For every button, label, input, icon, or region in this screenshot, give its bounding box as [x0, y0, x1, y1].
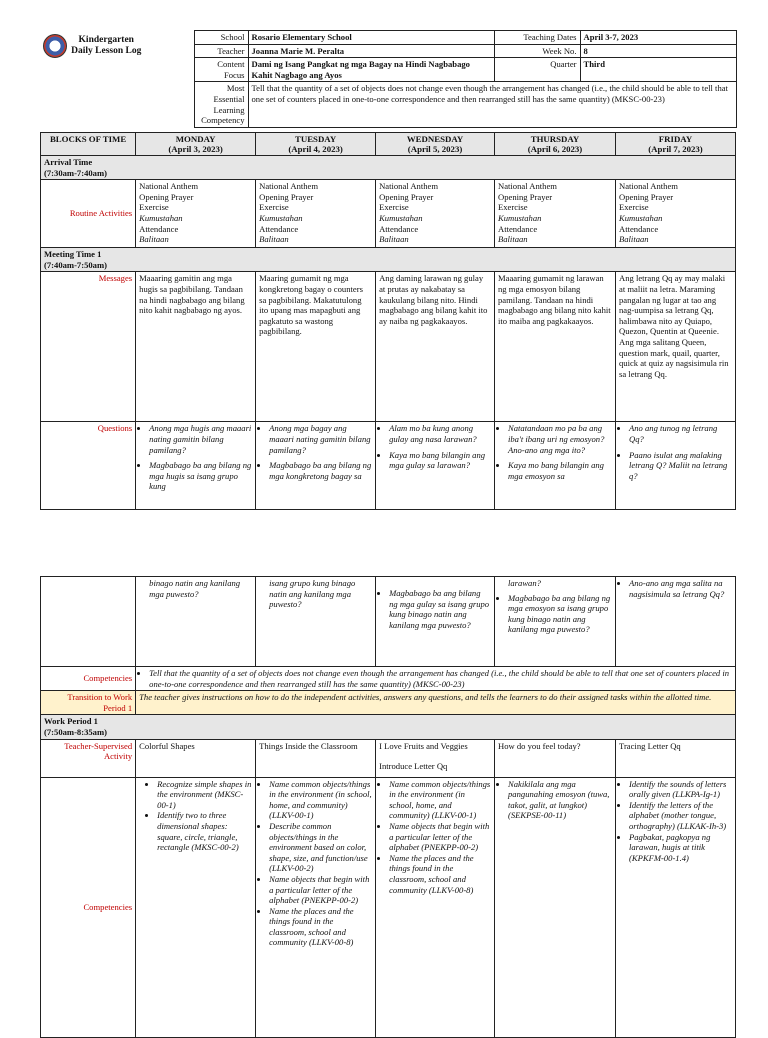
competencies-thu: • Nakikilala ang mga pangunahing emosyon (tuwa, takot, galit, at lungkot) (SEKPSE-00-11)	[495, 777, 616, 1037]
competencies-fri: • Identify the sounds of letters orally given (LLKPA-Ig-1) • Identify the letters of the alphabet (mother tongue, orthography) (LLKAK-Ih-3) • Pagbakat, pagkopya ng larawan, hugis at titik (KPKFM-00-1.4)	[616, 777, 736, 1037]
header-line1: Kindergarten	[78, 34, 134, 45]
routine-thu: National Anthem Opening Prayer Exercise Kumustahan Attendance Balitaan	[495, 180, 616, 248]
competencies-label-1: Competencies	[41, 667, 136, 691]
teacher-label: Teacher	[194, 44, 248, 58]
thursday-header: THURSDAY (April 6, 2023)	[495, 133, 616, 156]
messages-tue: Maaring gumamit ng mga kongkretong bagay o counters sa pagbibilang. Makatutulong ito upang mas mapagbuti ang pagkatuto sa wastong pagbibilang.	[256, 272, 376, 422]
messages-wed: Ang daming larawan ng gulay at prutas ay nakabatay sa kaukulang bilang nito. Hindi magbabago ang bilang kahit ito ay naiba ng pagkakaayos.	[376, 272, 495, 422]
tsa-mon: Colorful Shapes	[136, 739, 256, 777]
arrival-time-row: Arrival Time (7:30am-7:40am)	[41, 156, 736, 180]
header-line2: Daily Lesson Log	[71, 45, 142, 56]
content-label: Content Focus	[194, 58, 248, 82]
questions-fri: • Ano ang tunog ng letrang Qq? • Paano isulat ang malaking letrang Q? Maliit na letrang q?	[616, 422, 736, 510]
schedule-table-page2	[40, 576, 736, 1038]
quarter-value: Third	[580, 58, 736, 82]
competencies-wed: • Name common objects/things in the environment (in school, home, and community) (LLKV-00-1) • Name objects that begin with a particular letter of the alphabet (PNEKPP-00-2) • Name the places and the things found in the classroom, school and community (LLKV-00-8)	[376, 777, 495, 1037]
messages-fri: Ang letrang Qq ay may malaki at maliit na letra. Maraming pangalan ng lugar at tao ang nag-uumpisa sa letrang Qq, halimbawa nito ay Quiapo, Quezon, Quentin at Queenie. Ang mga salitang Queen, question mark, quail, quarter, quick at quiz ay nagsisimula rin sa letrang Qq.	[616, 272, 736, 422]
work-period-row: Work Period 1 (7:50am-8:35am)	[41, 715, 736, 739]
questions-thu: • Natatandaan mo pa ba ang iba't ibang uri ng emosyon? Ano-ano ang mga ito? • Kaya mo bang bilangin ang mga emosyon sa	[495, 422, 616, 510]
questions-cont-mon: binago natin ang kanilang mga puwesto?	[136, 577, 256, 667]
mel-value: Tell that the quantity of a set of objects does not change even though the arrangement has changed (i.e., the child should be able to tell that one set of counters placed in one-to-one correspondence and then rearranged still has the same quantity) (MKSC-00-23)	[248, 82, 736, 127]
tsa-tue: Things Inside the Classroom	[256, 739, 376, 777]
routine-label: Routine Activities	[41, 180, 136, 248]
content-value: Dami ng Isang Pangkat ng mga Bagay na Hindi Nagbabago Kahit Nagbago ang Ayos	[248, 58, 494, 82]
week-value: 8	[580, 44, 736, 58]
routine-fri: National Anthem Opening Prayer Exercise Kumustahan Attendance Balitaan	[616, 180, 736, 248]
school-label: School	[194, 31, 248, 45]
tuesday-header: TUESDAY (April 4, 2023)	[256, 133, 376, 156]
questions-mon: • Anong mga hugis ang maaari nating gamitin bilang pamilang? • Magbabago ba ang bilang ng mga hugis sa isang grupo kung	[136, 422, 256, 510]
tsa-label: Teacher-Supervised Activity	[41, 739, 136, 777]
blocks-header: BLOCKS OF TIME	[41, 133, 136, 156]
questions-label: Questions	[41, 422, 136, 510]
transition-text: The teacher gives instructions on how to do the independent activities, answers any questions, and tells the learners to do their assigned tasks within the allotted time.	[136, 691, 736, 715]
competencies-mon: • Recognize simple shapes in the environment (MKSC-00-1) • Identify two to three dimensional shapes: square, circle, triangle, rectangle (MKSC-00-2)	[136, 777, 256, 1037]
dates-label: Teaching Dates	[494, 31, 580, 45]
transition-label: Transition to Work Period 1	[41, 691, 136, 715]
questions-wed: • Alam mo ba kung anong gulay ang nasa larawan? • Kaya mo bang bilangin ang mga gulay sa larawan?	[376, 422, 495, 510]
tsa-wed: I Love Fruits and Veggies Introduce Letter Qq	[376, 739, 495, 777]
questions-cont-label	[41, 577, 136, 667]
questions-tue: • Anong mga bagay ang maaari nating gamitin bilang pamilang? • Magbabago ba ang bilang ng mga kongkretong bagay sa	[256, 422, 376, 510]
friday-header: FRIDAY (April 7, 2023)	[616, 133, 736, 156]
schedule-table-page1	[40, 132, 736, 510]
messages-mon: Maaaring gamitin ang mga hugis sa pagbibilang. Tandaan na hindi nagbabago ang bilang nito kahit nagbabago ng ayos.	[136, 272, 256, 422]
messages-thu: Maaaring gumamit ng larawan ng mga emosyon bilang pamilang. Tandaan na hindi magbabago ang bilang nito kahit ito maiba ang pagkakaayos.	[495, 272, 616, 422]
tsa-fri: Tracing Letter Qq	[616, 739, 736, 777]
competencies-label-2: Competencies	[41, 777, 136, 1037]
monday-header: MONDAY (April 3, 2023)	[136, 133, 256, 156]
questions-cont-tue: isang grupo kung binago natin ang kanilang mga puwesto?	[256, 577, 376, 667]
school-value: Rosario Elementary School	[248, 31, 494, 45]
questions-cont-fri: • Ano-ano ang mga salita na nagsisimula sa letrang Qq?	[616, 577, 736, 667]
meeting-time-row: Meeting Time 1 (7:40am-7:50am)	[41, 248, 736, 272]
routine-wed: National Anthem Opening Prayer Exercise Kumustahan Attendance Balitaan	[376, 180, 495, 248]
mel-label: Most Essential Learning Competency	[194, 82, 248, 127]
questions-cont-wed: • Magbabago ba ang bilang ng mga gulay sa isang grupo kung binago natin ang kanilang mga puwesto?	[376, 577, 495, 667]
competencies-text-1: • Tell that the quantity of a set of objects does not change even though the arrangement has changed (i.e., the child should be able to tell that one set of counters placed in one-to-one correspondence and then rearranged still has the same quantity) (MKSC-00-23)	[136, 667, 736, 691]
lesson-log-header	[40, 30, 736, 128]
quarter-label: Quarter	[494, 58, 580, 82]
header-title-block	[40, 31, 194, 82]
tsa-thu: How do you feel today?	[495, 739, 616, 777]
dates-value: April 3-7, 2023	[580, 31, 736, 45]
deped-seal-icon	[43, 34, 67, 58]
teacher-value: Joanna Marie M. Peralta	[248, 44, 494, 58]
routine-mon: National Anthem Opening Prayer Exercise Kumustahan Attendance Balitaan	[136, 180, 256, 248]
questions-cont-thu: larawan? • Magbabago ba ang bilang ng mga emosyon sa isang grupo kung binago natin ang kanilang mga puwesto?	[495, 577, 616, 667]
competencies-tue: • Name common objects/things in the environment (in school, home, and community) (LLKV-00-1) • Describe common objects/things in the environment based on color, shape, size, and function/use (LLKV-00-2) • Name objects that begin with a particular letter of the alphabet (PNEKPP-00-2) • Name the places and the things found in the classroom, school and community (LLKV-00-8)	[256, 777, 376, 1037]
messages-label: Messages	[41, 272, 136, 422]
wednesday-header: WEDNESDAY (April 5, 2023)	[376, 133, 495, 156]
week-label: Week No.	[494, 44, 580, 58]
routine-tue: National Anthem Opening Prayer Exercise Kumustahan Attendance Balitaan	[256, 180, 376, 248]
